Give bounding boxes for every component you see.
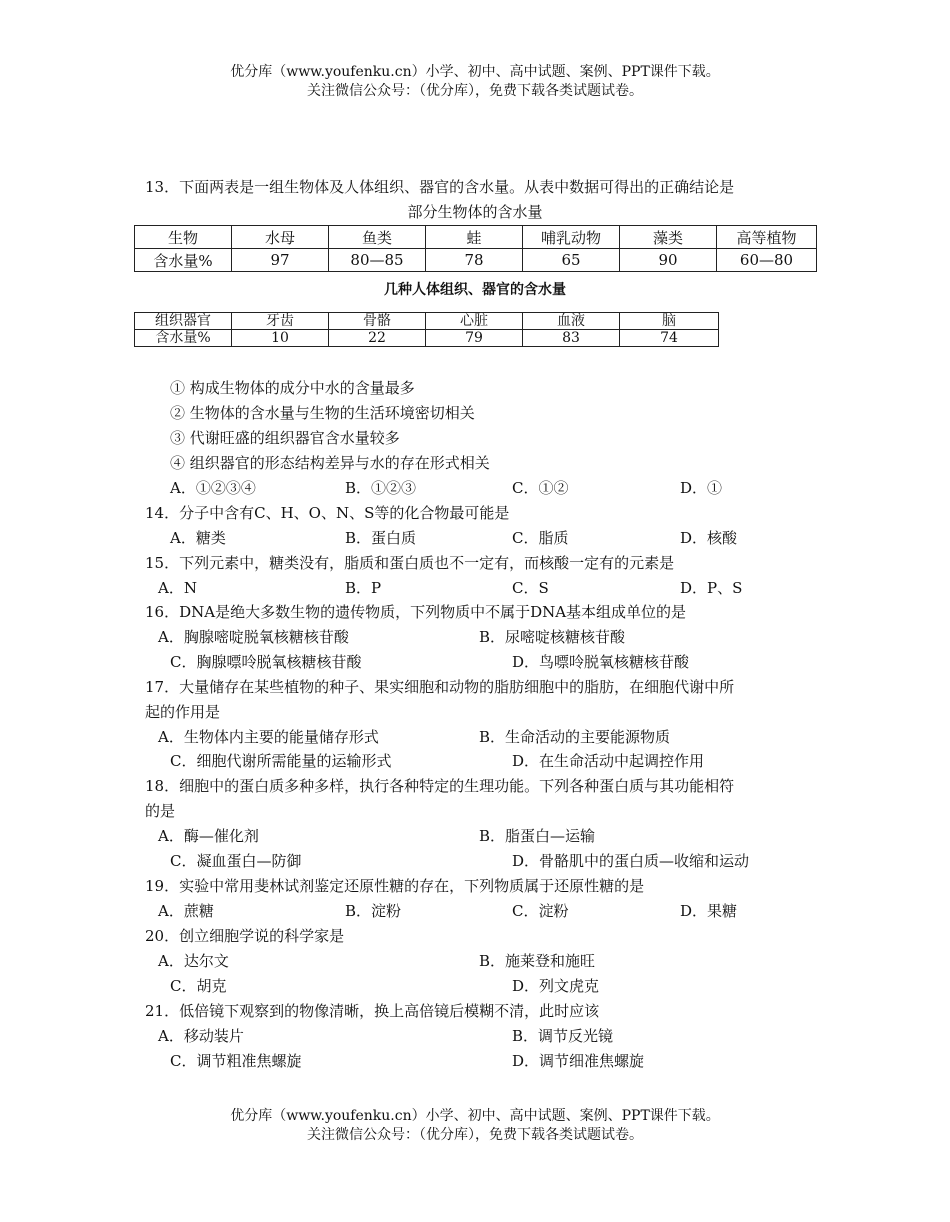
table-header-cell: 高等植物 <box>717 226 817 249</box>
q14-option-c: C．脂质 <box>512 529 569 547</box>
table-row <box>135 226 817 249</box>
table-cell: 79 <box>426 330 523 347</box>
table-header-cell: 哺乳动物 <box>523 226 620 249</box>
q16-option-d: D．鸟嘌呤脱氧核糖核苷酸 <box>512 653 690 671</box>
q16-stem: 16．DNA是绝大多数生物的遗传物质，下列物质中不属于DNA基本组成单位的是 <box>145 603 687 621</box>
q17-option-b: B．生命活动的主要能源物质 <box>479 728 671 746</box>
table-cell: 10 <box>232 330 329 347</box>
table-header-cell: 水母 <box>232 226 329 249</box>
q16-option-c: C．胸腺嘌呤脱氧核糖核苷酸 <box>170 653 362 671</box>
q14-option-b: B．蛋白质 <box>345 529 417 547</box>
table-header-cell: 蛙 <box>426 226 523 249</box>
q13-option-c: C．①② <box>512 479 569 497</box>
q20-option-b: B．施莱登和施旺 <box>479 952 596 970</box>
page-footer <box>0 1107 950 1145</box>
table-cell: 97 <box>232 249 329 272</box>
table-header-cell: 生物 <box>135 226 232 249</box>
q16-option-b: B．尿嘧啶核糖核苷酸 <box>479 628 626 646</box>
q13-statement-3: ③ 代谢旺盛的组织器官含水量较多 <box>170 429 400 447</box>
q13-option-d: D．① <box>680 479 723 497</box>
footer-line-1: 优分库（www.youfenku.cn）小学、初中、高中试题、案例、PPT课件下载。 <box>230 1108 720 1124</box>
q21-option-d: D．调节细准焦螺旋 <box>512 1052 645 1070</box>
table-cell: 65 <box>523 249 620 272</box>
q20-option-a: A．达尔文 <box>158 952 229 970</box>
table-row <box>135 330 719 347</box>
q15-option-c: C．S <box>512 579 549 597</box>
table-cell: 78 <box>426 249 523 272</box>
q18-option-a: A．酶—催化剂 <box>158 827 259 845</box>
q13-stem: 13．下面两表是一组生物体及人体组织、器官的含水量。从表中数据可得出的正确结论是 <box>145 178 735 196</box>
q19-option-d: D．果糖 <box>680 902 738 920</box>
q20-option-d: D．列文虎克 <box>512 977 600 995</box>
water-content-table-organisms <box>134 225 817 272</box>
table-header-cell: 骨骼 <box>329 313 426 330</box>
q21-option-c: C．调节粗准焦螺旋 <box>170 1052 302 1070</box>
table-header-cell: 藻类 <box>620 226 717 249</box>
q14-option-a: A．糖类 <box>170 529 226 547</box>
table-header-cell: 鱼类 <box>329 226 426 249</box>
q17-option-c: C．细胞代谢所需能量的运输形式 <box>170 752 392 770</box>
q17-option-d: D．在生命活动中起调控作用 <box>512 752 705 770</box>
table-header-cell: 牙齿 <box>232 313 329 330</box>
q13-option-b: B．①②③ <box>345 479 417 497</box>
q13-statement-2: ② 生物体的含水量与生物的生活环境密切相关 <box>170 404 475 422</box>
q17-stem-line-1: 17．大量储存在某些植物的种子、果实细胞和动物的脂肪细胞中的脂肪，在细胞代谢中所 <box>145 678 735 696</box>
header-line-2: 关注微信公众号：（优分库），免费下载各类试题试卷。 <box>307 83 643 99</box>
q17-stem-line-2: 起的作用是 <box>145 703 221 721</box>
q21-option-a: A．移动装片 <box>158 1027 244 1045</box>
table-cell: 含水量% <box>135 249 232 272</box>
q13-option-a: A．①②③④ <box>170 479 256 497</box>
page-header <box>0 63 950 101</box>
q18-stem-line-2: 的是 <box>145 802 176 820</box>
table-cell: 74 <box>620 330 719 347</box>
q14-stem: 14．分子中含有C、H、O、N、S等的化合物最可能是 <box>145 504 510 522</box>
q18-option-c: C．凝血蛋白—防御 <box>170 852 302 870</box>
q16-option-a: A．胸腺嘧啶脱氧核糖核苷酸 <box>158 628 349 646</box>
table-cell: 90 <box>620 249 717 272</box>
table-cell: 含水量% <box>135 330 232 347</box>
q19-option-a: A．蔗糖 <box>158 902 214 920</box>
table-cell: 80—85 <box>329 249 426 272</box>
table-header-cell: 血液 <box>523 313 620 330</box>
q21-stem: 21．低倍镜下观察到的物像清晰，换上高倍镜后模糊不清，此时应该 <box>145 1002 600 1020</box>
q20-stem: 20．创立细胞学说的科学家是 <box>145 927 345 945</box>
table2-caption: 几种人体组织、器官的含水量 <box>384 282 566 298</box>
q19-option-b: B．淀粉 <box>345 902 402 920</box>
q20-option-c: C．胡克 <box>170 977 227 995</box>
q18-option-d: D．骨骼肌中的蛋白质—收缩和运动 <box>512 852 750 870</box>
footer-line-2: 关注微信公众号：（优分库），免费下载各类试题试卷。 <box>307 1127 643 1143</box>
q18-option-b: B．脂蛋白—运输 <box>479 827 596 845</box>
table-header-cell: 脑 <box>620 313 719 330</box>
q15-option-b: B．P <box>345 579 382 597</box>
q19-option-c: C．淀粉 <box>512 902 569 920</box>
q15-option-a: A．N <box>158 579 197 597</box>
table-row <box>135 313 719 330</box>
table-row <box>135 249 817 272</box>
q19-stem: 19．实验中常用斐林试剂鉴定还原性糖的存在，下列物质属于还原性糖的是 <box>145 877 645 895</box>
table-header-cell: 心脏 <box>426 313 523 330</box>
q14-option-d: D．核酸 <box>680 529 738 547</box>
q17-option-a: A．生物体内主要的能量储存形式 <box>158 728 379 746</box>
table-header-cell: 组织器官 <box>135 313 232 330</box>
table1-caption: 部分生物体的含水量 <box>407 203 543 221</box>
q15-stem: 15．下列元素中，糖类没有，脂质和蛋白质也不一定有，而核酸一定有的元素是 <box>145 554 675 572</box>
q21-option-b: B．调节反光镜 <box>512 1027 614 1045</box>
table-cell: 60—80 <box>717 249 817 272</box>
q18-stem-line-1: 18．细胞中的蛋白质多种多样，执行各种特定的生理功能。下列各种蛋白质与其功能相符 <box>145 777 735 795</box>
water-content-table-tissues <box>134 312 719 347</box>
q13-statement-1: ① 构成生物体的成分中水的含量最多 <box>170 379 415 397</box>
table-cell: 83 <box>523 330 620 347</box>
header-line-1: 优分库（www.youfenku.cn）小学、初中、高中试题、案例、PPT课件下载。 <box>230 64 720 80</box>
q15-option-d: D．P、S <box>680 579 743 597</box>
table-cell: 22 <box>329 330 426 347</box>
q13-statement-4: ④ 组织器官的形态结构差异与水的存在形式相关 <box>170 454 490 472</box>
